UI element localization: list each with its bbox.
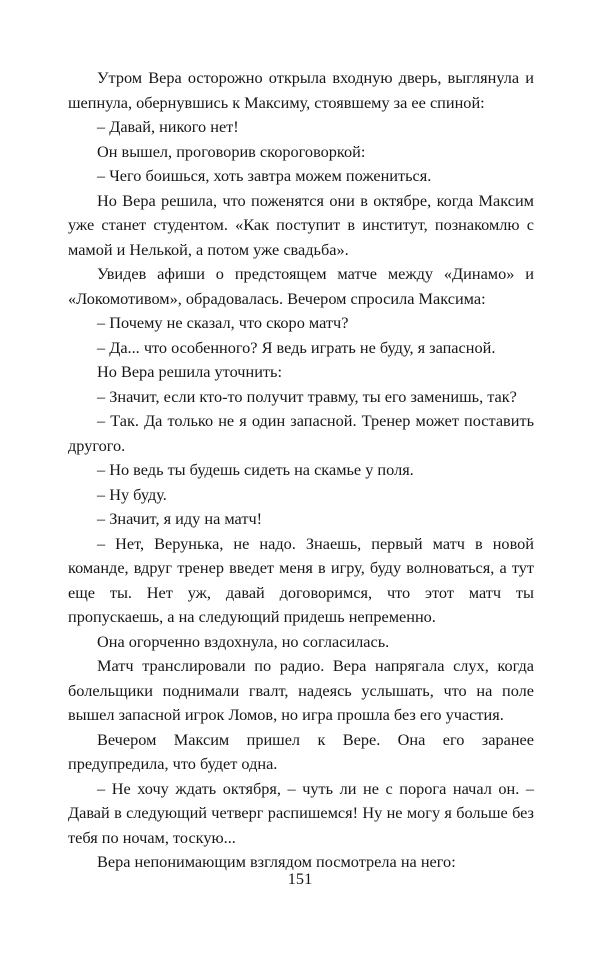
paragraph: – Да... что особенного? Я ведь играть не буду, я запасной. [97,337,496,357]
paragraph: Но Вера решила, что поженятся они в октябре, когда Максим уже станет студентом. «Как поступит в институт, познакомлю с мамой и Нелькой, а потом уже свадьба». [68,190,534,259]
paragraph: Матч транслировали по радио. Вера напрягала слух, когда болельщики поднимали гвалт, надеясь услышать, что на поле вышел запасной игрок Ломов, но игра прошла без его участия. [68,656,534,724]
paragraph: Вера непонимающим взглядом посмотрела на него: [97,852,456,871]
book-page-text [68,66,534,875]
paragraph: – Почему не сказал, что скоро матч? [97,313,349,332]
paragraph: Вечером Максим пришел к Вере. Она его заранее предупредила, что будет одна. [68,729,534,773]
paragraph: – Чего боишься, хоть завтра можем пожениться. [97,166,432,185]
paragraph: – Значит, я иду на матч! [97,509,263,528]
paragraph: Увидев афиши о предстоящем матче между «Динамо» и «Локомотивом», обрадовалась. Вечером спросила Максима: [68,264,534,308]
paragraph: – Нет, Верунька, не надо. Знаешь, первый матч в новой команде, вдруг тренер введет меня в игру, буду волноваться, а тут еще ты. Нет уж, давай договоримся, что этот матч ты пропускаешь, а на следующий придешь непременно. [68,533,534,626]
paragraph: – Давай, никого нет! [97,117,239,136]
paragraph: – Не хочу ждать октября, – чуть ли не с порога начал он. – Давай в следующий четверг распишемся! Ну не могу я больше без тебя по ночам, тоскую... [68,778,534,847]
paragraph: Утром Вера осторожно открыла входную дверь, выглянула и шепнула, обернувшись к Максиму, стоявшему за ее спиной: [68,68,534,112]
paragraph: Он вышел, проговорив скороговоркой: [97,141,366,161]
paragraph: – Так. Да только не я один запасной. Тренер может поставить другого. [68,411,534,455]
paragraph: – Ну буду. [97,484,167,504]
paragraph: Но Вера решила уточнить: [97,362,282,381]
paragraph: Она огорченно вздохнула, но согласилась. [97,631,390,651]
paragraph: – Но ведь ты будешь сидеть на скамье у поля. [97,460,414,479]
paragraph: – Значит, если кто-то получит травму, ты его заменишь, так? [97,386,517,406]
page-number: 151 [287,869,313,888]
